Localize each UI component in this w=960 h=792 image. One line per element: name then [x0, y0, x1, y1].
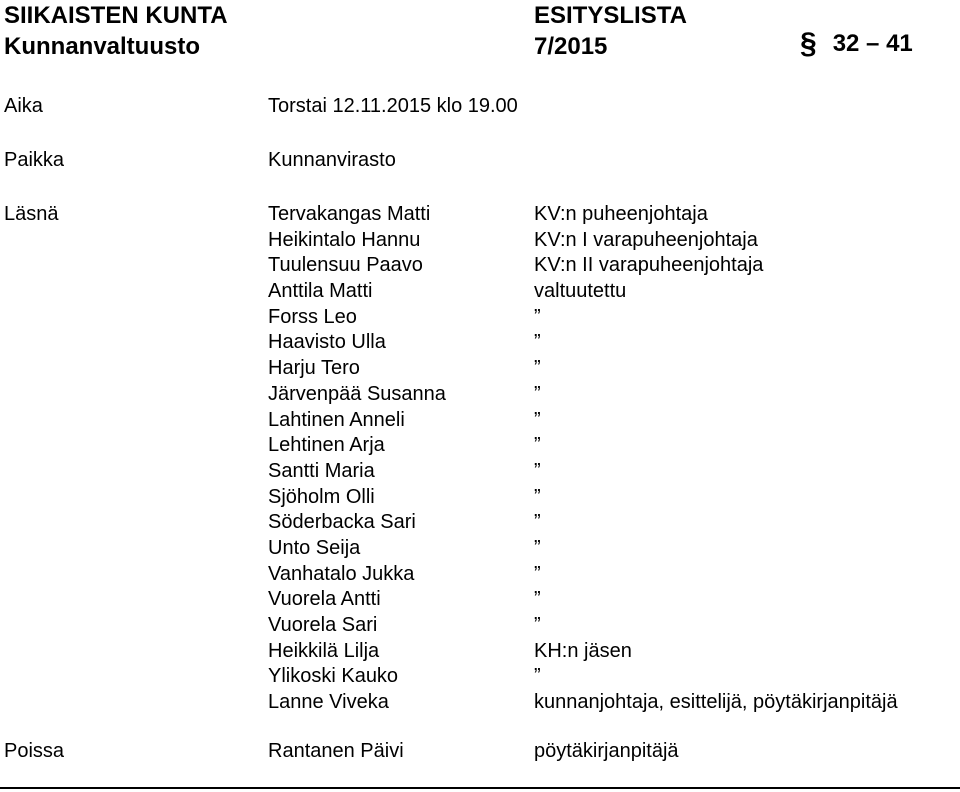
attendee-role: valtuutettu: [534, 280, 627, 303]
attendee-role: KV:n puheenjohtaja: [534, 203, 708, 225]
attendee-role: ”: [534, 562, 541, 585]
attendee-name: Vanhatalo Jukka: [268, 562, 415, 585]
attendee-role: ”: [534, 485, 541, 508]
attendee-role: KV:n I varapuheenjohtaja: [534, 228, 758, 251]
place-row: [0, 146, 960, 174]
attendee-name: Heikkilä Lilja: [268, 639, 380, 662]
section-range-text: 32 – 41: [832, 30, 913, 57]
attendee-role: ”: [534, 588, 541, 611]
attendee-name: Anttila Matti: [268, 280, 373, 303]
present-list: [268, 201, 958, 715]
attendee-role: ”: [534, 614, 541, 636]
attendee-row: [268, 663, 958, 689]
absent-name: Rantanen Päivi: [268, 740, 404, 762]
time-label: Aika: [4, 95, 43, 117]
section-range: [800, 27, 913, 60]
absent-row: [0, 737, 960, 765]
attendee-name: Järvenpää Susanna: [268, 382, 446, 405]
attendee-name: Harju Tero: [268, 357, 360, 380]
attendee-role: ”: [534, 459, 541, 482]
attendee-name: Haavisto Ulla: [268, 331, 386, 354]
header-municipality: SIIKAISTEN KUNTA: [4, 2, 228, 29]
attendee-name: Söderbacka Sari: [268, 511, 416, 534]
attendee-role: ”: [534, 331, 541, 354]
attendee-row: [268, 458, 958, 484]
attendee-row: [268, 561, 958, 587]
attendee-row: [268, 278, 958, 304]
attendee-row: [268, 201, 958, 227]
attendee-row: [268, 329, 958, 355]
attendee-row: [268, 535, 958, 561]
attendee-name: Lahtinen Anneli: [268, 408, 405, 431]
time-row: [0, 92, 960, 120]
attendee-row: [268, 381, 958, 407]
attendee-name: Ylikoski Kauko: [268, 665, 399, 688]
attendee-name: Unto Seija: [268, 536, 361, 559]
attendee-role: ”: [534, 357, 541, 380]
attendee-name: Heikintalo Hannu: [268, 228, 421, 251]
attendee-role: ”: [534, 434, 541, 457]
attendee-role: ”: [534, 408, 541, 431]
time-value: Torstai 12.11.2015 klo 19.00: [268, 95, 518, 117]
bottom-divider: [0, 787, 960, 789]
attendee-role: ”: [534, 305, 541, 328]
attendee-role: ”: [534, 665, 541, 688]
attendee-row: [268, 638, 958, 664]
attendee-row: [268, 612, 958, 638]
attendee-row: [268, 432, 958, 458]
attendee-role: KH:n jäsen: [534, 639, 632, 662]
attendee-name: Forss Leo: [268, 305, 357, 328]
header-agenda-type: ESITYSLISTA: [534, 2, 687, 29]
place-label: Paikka: [4, 149, 65, 171]
attendee-row: [268, 252, 958, 278]
place-value: Kunnanvirasto: [268, 149, 396, 171]
present-label: Läsnä: [4, 203, 59, 225]
attendee-name: Vuorela Antti: [268, 588, 381, 611]
header-body: Kunnanvaltuusto: [4, 33, 200, 60]
attendee-row: [268, 689, 958, 715]
attendee-role: ”: [534, 511, 541, 534]
attendee-row: [268, 407, 958, 433]
attendee-role: ”: [534, 536, 541, 559]
attendee-role: kunnanjohtaja, esittelijä, pöytäkirjanpitäjä: [534, 691, 898, 714]
attendee-name: Sjöholm Olli: [268, 485, 375, 508]
attendee-name: Santti Maria: [268, 459, 375, 482]
attendee-name: Lehtinen Arja: [268, 434, 385, 457]
attendee-row: [268, 227, 958, 253]
attendee-role: ”: [534, 382, 541, 405]
attendee-row: [268, 484, 958, 510]
header-meeting-number: 7/2015: [534, 33, 608, 60]
attendee-row: [268, 586, 958, 612]
attendee-name: Tuulensuu Paavo: [268, 254, 423, 277]
attendee-name: Lanne Viveka: [268, 691, 389, 714]
attendee-role: KV:n II varapuheenjohtaja: [534, 254, 764, 277]
attendee-row: [268, 509, 958, 535]
absent-label: Poissa: [4, 740, 65, 762]
attendee-row: [268, 304, 958, 330]
attendee-name: Vuorela Sari: [268, 614, 378, 636]
paragraph-section-icon: §: [800, 27, 817, 60]
absent-role: pöytäkirjanpitäjä: [534, 740, 679, 762]
attendee-row: [268, 355, 958, 381]
attendee-name: Tervakangas Matti: [268, 203, 431, 225]
